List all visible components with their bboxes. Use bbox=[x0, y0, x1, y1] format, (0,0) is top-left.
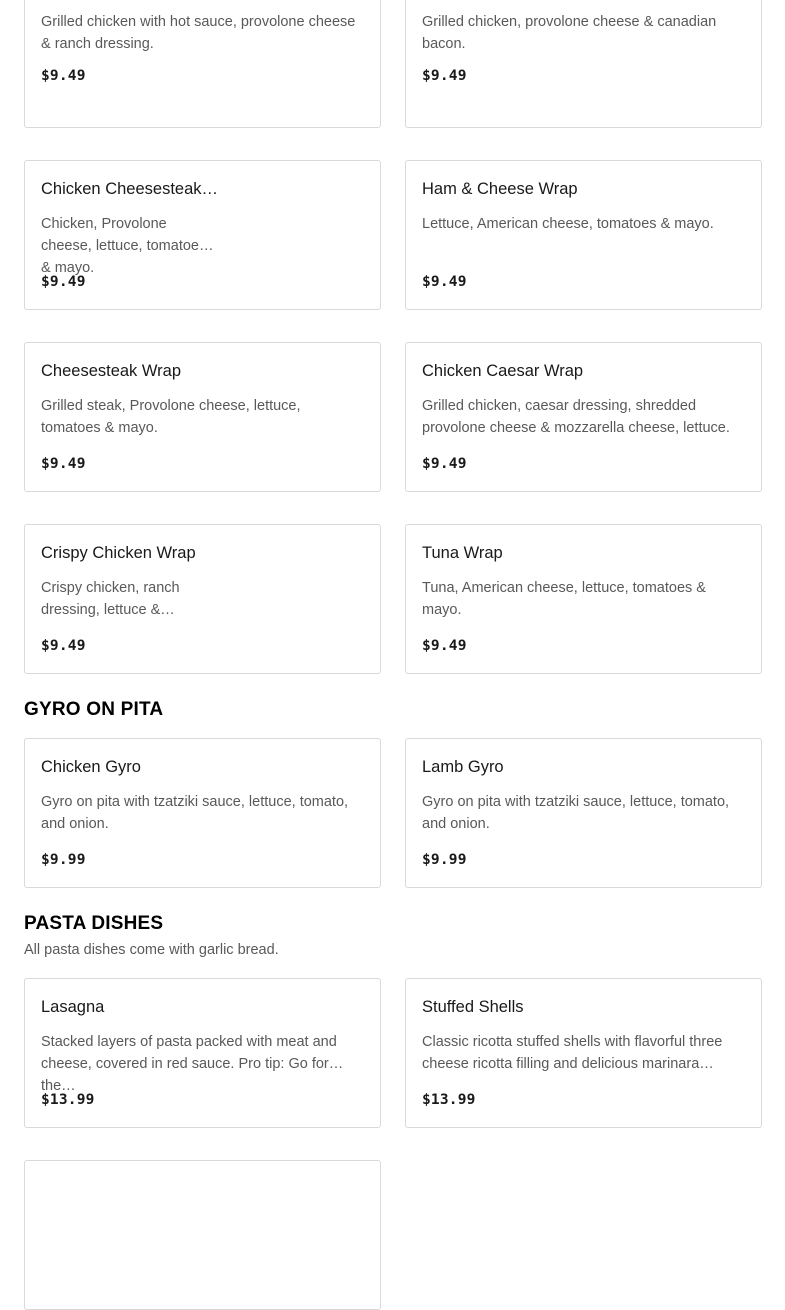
item-price: $9.49 bbox=[422, 456, 467, 472]
section-title: GYRO ON PITA bbox=[24, 699, 164, 720]
item-price: $13.99 bbox=[41, 1092, 95, 1108]
item-description: Stacked layers of pasta packed with meat and cheese, covered in red sauce. Pro tip: Go for the… bbox=[41, 1034, 337, 1094]
item-name: Stuffed Shells bbox=[422, 998, 524, 1016]
menu-item-card[interactable] bbox=[24, 342, 381, 492]
item-price: $9.49 bbox=[41, 68, 86, 84]
item-description: Classic ricotta stuffed shells with flavorful three cheese ricotta filling and delicious marinara… bbox=[422, 1034, 723, 1072]
section-title: PASTA DISHES bbox=[24, 913, 164, 934]
item-price: $9.49 bbox=[422, 274, 467, 290]
menu-item-card[interactable] bbox=[24, 978, 381, 1128]
menu-item-card[interactable] bbox=[405, 0, 762, 128]
item-price: $9.49 bbox=[41, 456, 86, 472]
item-description: Crispy chicken, ranch dressing, lettuce &… bbox=[41, 580, 180, 618]
menu-item-card[interactable] bbox=[405, 524, 762, 674]
menu-item-card[interactable] bbox=[24, 1160, 381, 1310]
item-description: Tuna, American cheese, lettuce, tomatoes & mayo. bbox=[422, 580, 706, 618]
menu-item-card[interactable] bbox=[24, 160, 381, 310]
item-description: Grilled steak, Provolone cheese, lettuce, tomatoes & mayo. bbox=[41, 398, 301, 436]
item-price: $13.99 bbox=[422, 1092, 476, 1108]
item-name: Tuna Wrap bbox=[422, 544, 503, 562]
menu-item-card[interactable] bbox=[24, 524, 381, 674]
item-price: $9.99 bbox=[422, 852, 467, 868]
item-name: Crispy Chicken Wrap bbox=[41, 544, 196, 562]
item-price: $9.49 bbox=[422, 638, 467, 654]
menu-item-card[interactable] bbox=[405, 160, 762, 310]
item-description: Grilled chicken, provolone cheese & canadian bacon. bbox=[422, 14, 717, 52]
menu-item-card[interactable] bbox=[24, 0, 381, 128]
menu-item-card[interactable] bbox=[405, 342, 762, 492]
item-description: Gyro on pita with tzatziki sauce, lettuce, tomato, and onion. bbox=[41, 794, 349, 832]
menu-item-card[interactable] bbox=[405, 738, 762, 888]
menu-item-card[interactable] bbox=[24, 738, 381, 888]
item-name: Cheesesteak Wrap bbox=[41, 362, 182, 380]
item-price: $9.49 bbox=[422, 68, 467, 84]
item-description: Grilled chicken with hot sauce, provolone cheese & ranch dressing. bbox=[41, 14, 356, 52]
item-name: Lasagna bbox=[41, 998, 105, 1016]
item-price: $9.99 bbox=[41, 852, 86, 868]
item-name: Chicken Cheesesteak… bbox=[41, 180, 219, 198]
section-note: All pasta dishes come with garlic bread. bbox=[24, 942, 279, 958]
item-description: Gyro on pita with tzatziki sauce, lettuce, tomato, and onion. bbox=[422, 794, 730, 832]
item-price: $9.49 bbox=[41, 638, 86, 654]
item-name: Chicken Gyro bbox=[41, 758, 141, 776]
item-name: Ham & Cheese Wrap bbox=[422, 180, 578, 198]
menu-item-card[interactable] bbox=[405, 978, 762, 1128]
item-description: Grilled chicken, caesar dressing, shredded provolone cheese & mozzarella cheese, lettuce. bbox=[422, 398, 730, 436]
item-price: $9.49 bbox=[41, 274, 86, 290]
item-description: Chicken, Provolone cheese, lettuce, tomatoes & mayo. bbox=[41, 216, 207, 276]
item-name: Chicken Caesar Wrap bbox=[422, 362, 584, 380]
item-description: Lettuce, American cheese, tomatoes & mayo. bbox=[422, 216, 714, 232]
item-name: Lamb Gyro bbox=[422, 758, 504, 776]
